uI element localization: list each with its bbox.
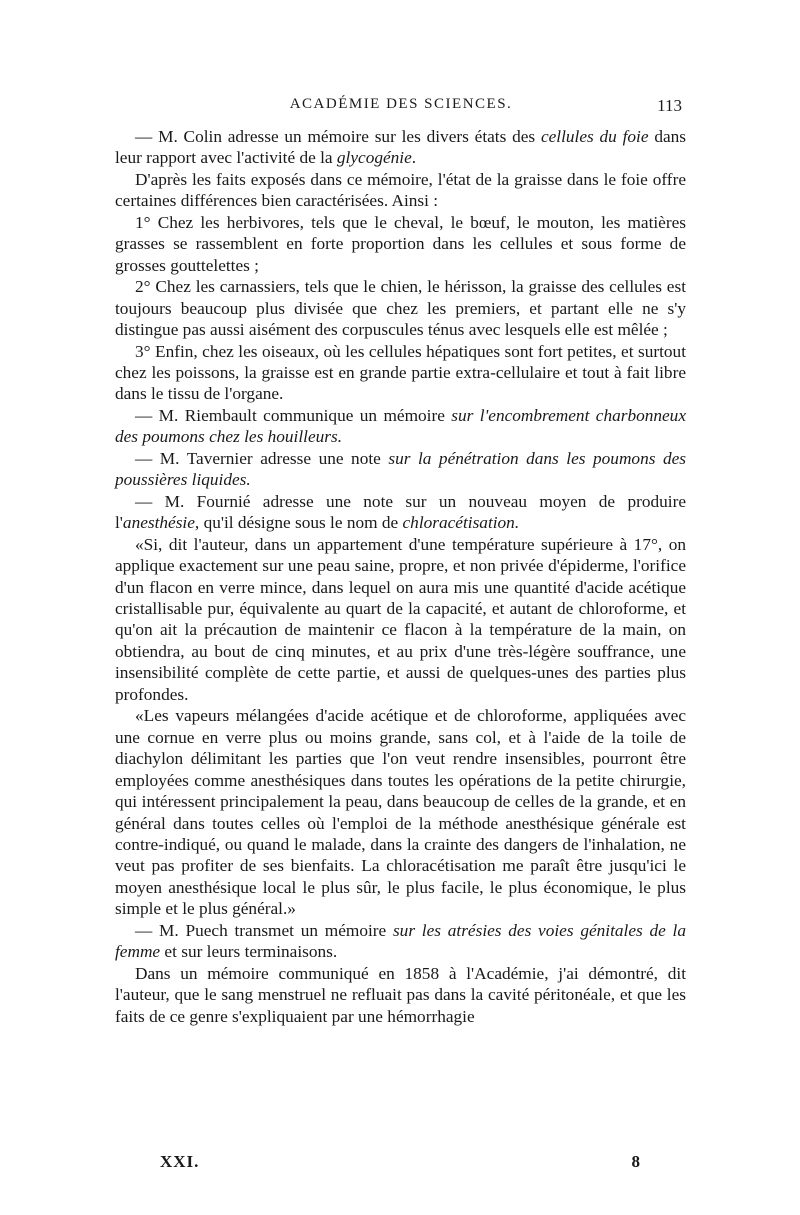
paragraph-dans-memoire bbox=[115, 963, 686, 1027]
text-run: «Si, dit l'auteur, dans un appartement d'une température supérieure à 17°, on applique exactement sur une peau saine, propre, et non privée d'épiderme, l'orifice d'un flacon en verre mince, dans lequel on aura mis une quantité d'acide acétique cristallisable pur, équivalente au quart de la capacité, et autant de chloroforme, et qu'on ait la précaution de maintenir ce flacon à la température de la main, on obtiendra, au bout de cinq minutes, et au prix d'une très-légère souffrance, une insensibilité complète de cette partie, et aussi de quelques-unes des parties plus profondes. bbox=[115, 534, 686, 704]
paragraph-citation-1 bbox=[115, 534, 686, 706]
text-run: 2° Chez les carnassiers, tels que le chien, le hérisson, la graisse des cellules est toujours beaucoup plus divisée que chez les premiers, et partant elle ne s'y distingue pas aussi aisément des corpuscules ténus avec lesquels elle est mêlée ; bbox=[115, 277, 686, 340]
italic-run: glycogénie bbox=[336, 148, 412, 168]
text-run: Dans un mémoire communiqué en 1858 à l'Académie, j'ai démontré, dit l'auteur, que le sang menstruel ne refluait pas dans la cavité péritonéale, et que les faits de ce genre s'expliquaient par une hémorrhagie bbox=[115, 963, 686, 1026]
paragraph-oiseaux bbox=[115, 341, 686, 405]
running-title: ACADÉMIE DES SCIENCES. bbox=[289, 96, 513, 112]
text-run: et sur leurs terminaisons. bbox=[160, 942, 338, 962]
text-run: dans leur rapport avec l'activité de la bbox=[115, 127, 687, 168]
italic-run: sur la pénétration dans les poumons des poussières liquides. bbox=[115, 448, 687, 490]
paragraph-riembault bbox=[115, 405, 686, 448]
italic-run: sur l'encombrement charbonneux des poumons chez les houilleurs. bbox=[115, 405, 686, 447]
paragraph-colin bbox=[115, 126, 686, 169]
paragraph-puech bbox=[115, 920, 686, 963]
italic-run: anesthésie bbox=[122, 513, 195, 533]
text-run: . bbox=[411, 148, 417, 168]
paragraph-citation-2 bbox=[115, 705, 686, 920]
text-run: — M. Colin adresse un mémoire sur les divers états des bbox=[135, 127, 541, 146]
text-run: , qu'il désigne sous le nom de bbox=[194, 513, 403, 533]
page-header bbox=[118, 96, 684, 122]
italic-run: cellules du foie bbox=[540, 127, 649, 146]
text-run: D'après les faits exposés dans ce mémoire, l'état de la graisse dans le foie offre certaines différences bien caractérisées. Ainsi : bbox=[115, 169, 686, 211]
page-footer bbox=[160, 1152, 640, 1176]
paragraph-carnassiers bbox=[115, 276, 686, 340]
paragraph-tavernier bbox=[115, 448, 686, 491]
paragraph-fournie bbox=[115, 491, 686, 534]
text-run: — M. Fournié adresse une note sur un nouveau moyen de produire l' bbox=[115, 491, 686, 533]
paragraph-faits bbox=[115, 169, 686, 212]
text-run: — M. Tavernier adresse une note bbox=[135, 448, 389, 468]
text-run: 1° Chez les herbivores, tels que le cheval, le bœuf, le mouton, les matières grasses se rassemblent en forte proportion dans les cellules et sous forme de grosses gouttelettes ; bbox=[115, 212, 686, 275]
text-run: — M. Puech transmet un mémoire bbox=[135, 920, 393, 940]
italic-run: sur les atrésies des voies génitales de la femme bbox=[115, 920, 686, 962]
text-run: — M. Riembault communique un mémoire bbox=[135, 405, 452, 425]
sheet-number: 8 bbox=[631, 1152, 640, 1171]
text-run: «Les vapeurs mélangées d'acide acétique et de chloroforme, appliquées avec une cornue en verre plus ou moins grande, sans col, et à l'aide de la toile de diachylon délimitant les parties que l'on veut rendre insensibles, pourront être employées comme anesthésiques dans toutes les opérations de la petite chirurgie, qui intéressent principalement la peau, dans beaucoup de celles de la grande, et en général dans toutes celles où l'emploi de la méthode anesthésique générale est contre-indiqué, ou quand le malade, dans la crainte des dangers de l'inhalation, ne veut pas profiter de ses bienfaits. La chloracétisation me paraît être jusqu'ici le moyen anesthésique local le plus sûr, le plus facile, le plus économique, le plus simple et le plus général.» bbox=[115, 706, 686, 919]
paragraph-herbivores bbox=[115, 212, 686, 276]
signature-mark: XXI. bbox=[160, 1152, 200, 1171]
body-text bbox=[115, 126, 686, 1027]
text-run: 3° Enfin, chez les oiseaux, où les cellules hépatiques sont fort petites, et surtout chez les poissons, la graisse est en grande partie extra-cellulaire et tout à fait libre dans le tissu de l'organe. bbox=[115, 341, 686, 404]
italic-run: chloracétisation. bbox=[402, 513, 520, 533]
page-number: 113 bbox=[657, 96, 682, 115]
